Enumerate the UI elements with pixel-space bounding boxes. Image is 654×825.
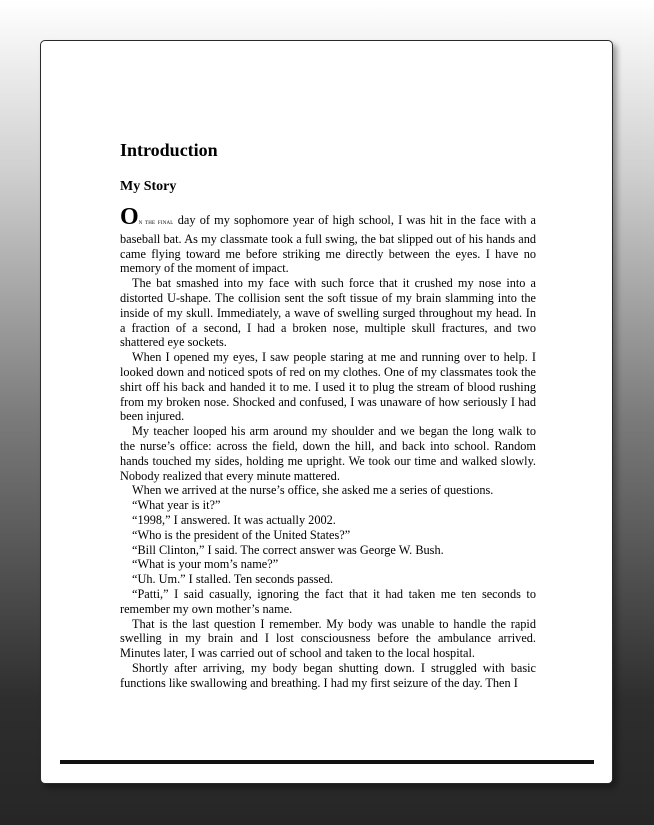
paragraph: “1998,” I answered. It was actually 2002.: [132, 512, 336, 527]
paragraph: “Uh. Um.” I stalled. Ten seconds passed.: [132, 572, 334, 587]
drop-cap: O: [120, 204, 139, 230]
document-page: [40, 40, 613, 784]
first-paragraph-text: day of my sophomore year of high school, I was hit in the face with a baseball bat. As my classmate took a full swing, the bat slipped out of his hands and came flying toward me before striking me directly between the eyes. I have no memory of the moment of impact.: [120, 213, 537, 276]
paragraph: “Bill Clinton,” I said. The correct answer was George W. Bush.: [132, 542, 444, 557]
paragraph: When we arrived at the nurse’s office, she asked me a series of questions.: [132, 483, 494, 498]
paragraph: My teacher looped his arm around my shoulder and we began the long walk to the nurse’s office: across the field, down the hill, and back into school. Random hands touched my sides, holding me upright. We took our time and walked slowly. Nobody realized that every minute mattered.: [120, 424, 536, 483]
paragraph: The bat smashed into my face with such force that it crushed my nose into a distorted U-shape. The collision sent the soft tissue of my brain slamming into the inside of my skull. Immediately, a wave of swelling surged throughout my head. In a fraction of a second, I had a broken nose, multiple skull fractures, and two shattered eye sockets.: [120, 276, 536, 350]
paragraph: “What is your mom’s name?”: [132, 557, 279, 572]
chapter-title: Introduction: [120, 140, 218, 160]
first-paragraph: [120, 204, 537, 276]
paragraph: “What year is it?”: [132, 498, 221, 513]
paragraph: “Who is the president of the United States?”: [132, 527, 351, 542]
paragraph: That is the last question I remember. My body was unable to handle the rapid swelling in my brain and I lost consciousness before the ambulance arrived. Minutes later, I was carried out of school and taken to the local hospital.: [120, 616, 536, 661]
page-content: [120, 139, 536, 691]
paragraph: Shortly after arriving, my body began shutting down. I struggled with basic functions like swallowing and breathing. I had my first seizure of the day. Then I: [120, 660, 536, 690]
section-title: My Story: [120, 179, 177, 194]
paragraph: When I opened my eyes, I saw people staring at me and running over to help. I looked down and noticed spots of red on my clothes. One of my classmates took the shirt off his back and handed it to me. I used it to plug the stream of blood rushing from my broken nose. Shocked and confused, I was unaware of how seriously I had been injured.: [120, 350, 536, 424]
small-caps-lead: N THE FINAL: [138, 221, 174, 226]
footer-rule: [60, 760, 594, 764]
paragraph: “Patti,” I said casually, ignoring the fact that it had taken me ten seconds to remember my own mother’s name.: [120, 586, 536, 616]
